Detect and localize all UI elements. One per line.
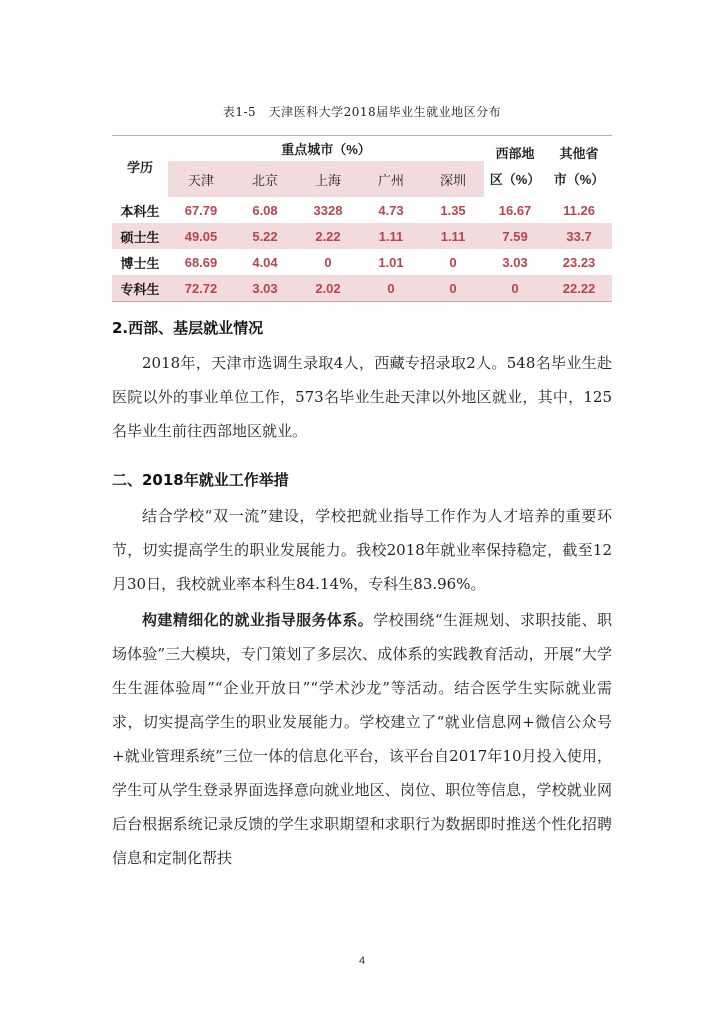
cell-value: 1.11 [422,223,484,249]
cell-value: 49.05 [168,223,234,249]
cell-value: 11.26 [563,202,595,218]
cell-value: 1.01 [378,254,404,270]
employment-region-table [112,135,612,302]
table-caption: 表1-5 天津医科大学2018届毕业生就业地区分布 [222,105,502,119]
cell-value: 33.7 [546,223,612,249]
header-city: 广州 [360,161,422,197]
table-row [112,223,612,249]
cell-value: 2.22 [296,223,360,249]
table-row [112,197,612,223]
cell-value: 68.69 [184,254,218,270]
header-other [546,136,612,198]
paragraph-measures: 结合学校“双一流”建设，学校把就业指导工作作为人才培养的重要环节，切实提高学生的职业发展能力。我校2018年就业率保持稳定，截至12月30日，我校就业率本科生84.14%，专科生83.96%。 [112,507,612,593]
cell-value: 3.03 [502,254,528,270]
cell-value: 23.23 [562,254,596,270]
header-other-line1: 其他省 [559,145,599,161]
header-west [484,136,546,198]
section-heading-west: 2.西部、基层就业情况 [112,319,264,337]
cell-value: 7.59 [484,223,546,249]
cell-value: 5.22 [234,223,296,249]
cell-value: 1.11 [360,223,422,249]
page-number: 4 [358,955,366,967]
paragraph-guidance [112,603,612,875]
header-west-line1: 西部地 [495,145,535,161]
header-city: 上海 [296,161,360,197]
section-heading-measures: 二、2018年就业工作举措 [112,471,289,489]
cell-value: 72.72 [168,275,234,302]
cell-value: 2.02 [296,275,360,302]
header-city: 深圳 [422,161,484,197]
header-city: 天津 [168,161,234,197]
cell-value: 3328 [313,202,343,218]
cell-value: 0 [449,254,457,270]
cell-value: 4.04 [252,254,278,270]
cell-value: 67.79 [184,202,218,218]
table-row [112,275,612,302]
header-education: 学历 [112,136,168,198]
row-label: 专科生 [112,275,168,302]
cell-value: 6.08 [252,202,278,218]
paragraph-guidance-body: 学校围绕“生涯规划、求职技能、职场体验”三大模块，专门策划了多层次、成体系的实践教育活动，开展“大学生生涯体验周”“企业开放日”“学术沙龙”等活动。结合医学生实际就业需求，切实提高学生的职业发展能力。学校建立了“就业信息网+微信公众号+就业管理系统”三位一体的信息化平台，该平台自2017年10月投入使用，学生可从学生登录界面选择意向就业地区、岗位、职位等信息，学校就业网后台根据系统记录反馈的学生求职期望和求职行为数据即时推送个性化招聘信息和定制化帮扶 [112,611,612,867]
header-other-line2: 市（%） [553,171,605,187]
cell-value: 0 [360,275,422,302]
header-city: 北京 [234,161,296,197]
cell-value: 0 [324,254,332,270]
cell-value: 16.67 [498,202,532,218]
cell-value: 22.22 [546,275,612,302]
header-key-cities: 重点城市（%） [168,136,484,162]
cell-value: 0 [422,275,484,302]
row-label: 硕士生 [112,223,168,249]
cell-value: 1.35 [440,202,466,218]
paragraph-guidance-lead: 构建精细化的就业指导服务体系。 [142,611,374,629]
table-row [112,249,612,275]
row-label: 本科生 [120,203,160,219]
cell-value: 4.73 [378,202,404,218]
cell-value: 3.03 [234,275,296,302]
cell-value: 0 [484,275,546,302]
header-west-line2: 区（%） [489,171,541,187]
row-label: 博士生 [120,255,160,271]
paragraph-west: 2018年，天津市选调生录取4人，西藏专招录取2人。548名毕业生赴医院以外的事业单位工作，573名毕业生赴天津以外地区就业，其中，125名毕业生前往西部地区就业。 [112,354,612,440]
